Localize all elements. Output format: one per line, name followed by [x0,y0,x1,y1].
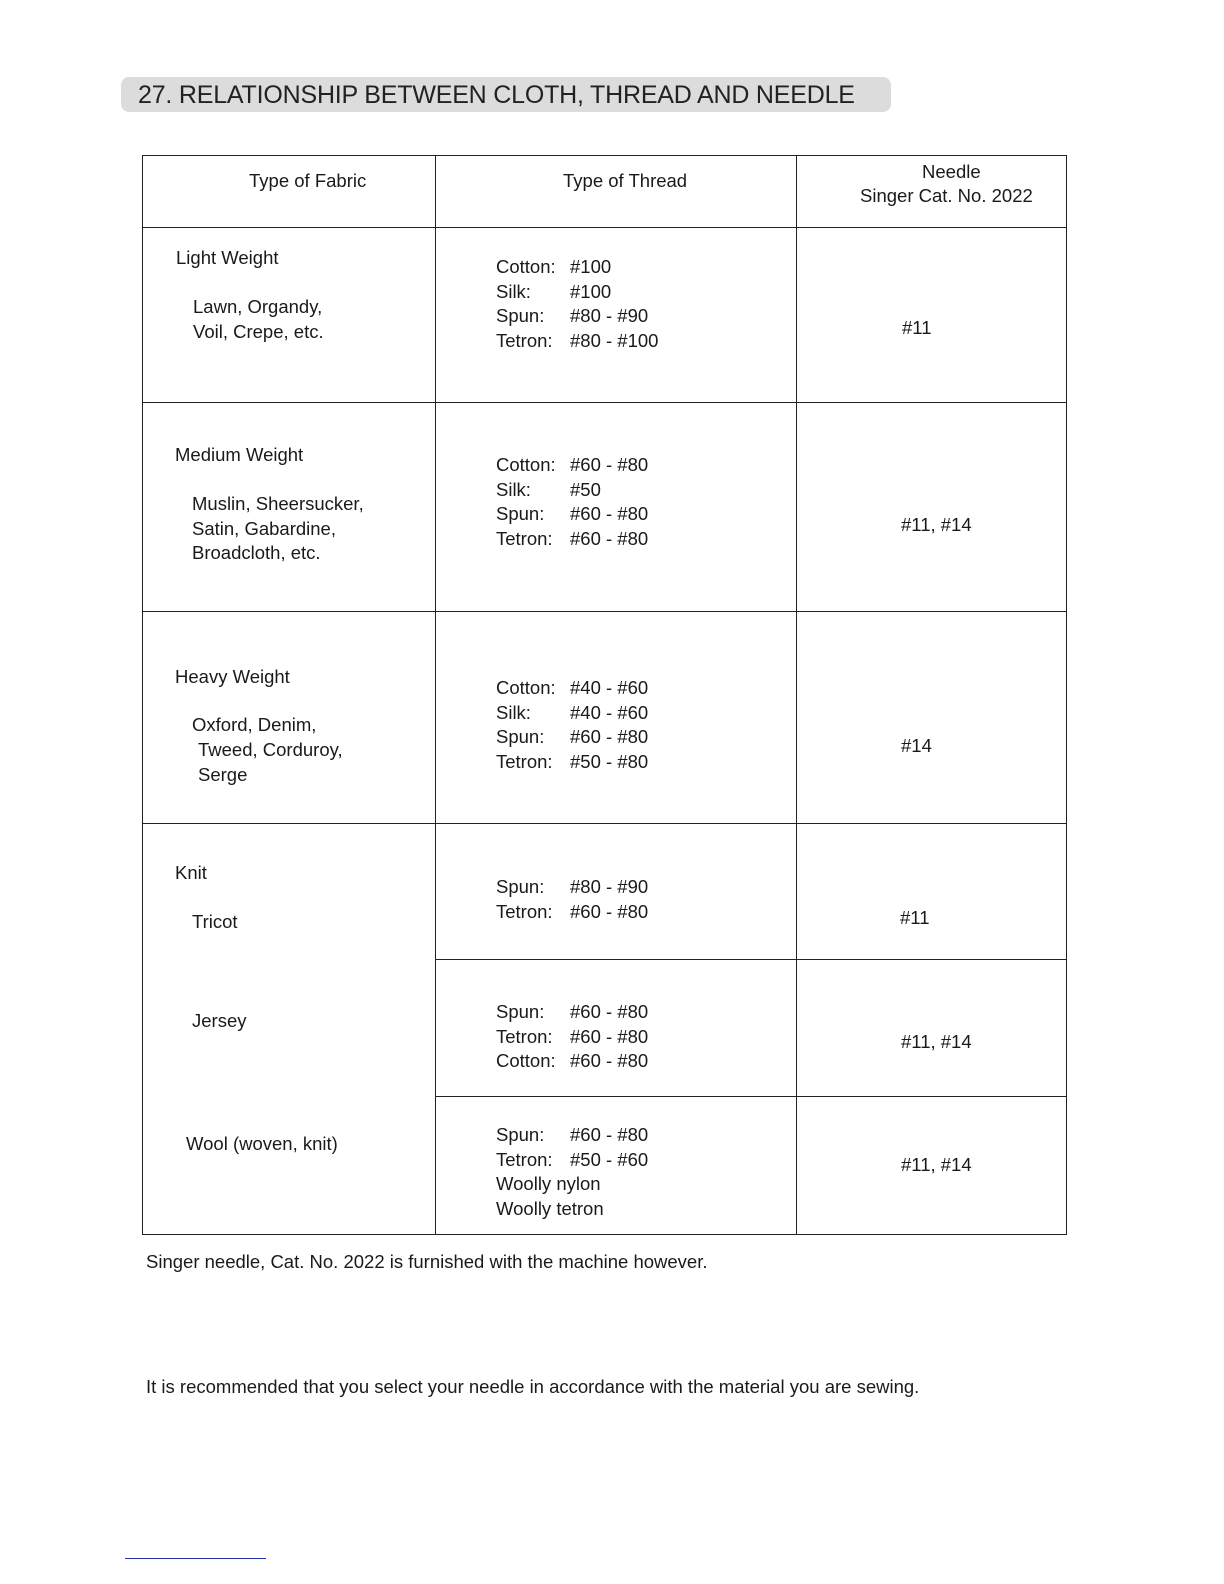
thread-entry: Tetron: #80 - #100 [496,329,659,351]
thread-entry: Spun: #60 - #80 [496,1124,649,1145]
thread-entry: Cotton: #60 - #80 [496,1050,649,1071]
needle-size: #11 [900,907,930,928]
thread-entry: Tetron: #50 - #80 [496,750,649,772]
fabric-example: Broadcloth, etc. [192,542,321,563]
thread-entry: Spun: #80 - #90 [496,305,649,326]
fabric-category: Knit [175,862,207,883]
fabric-example: Tweed, Corduroy, [198,739,343,760]
thread-entry: Silk: #50 [496,478,601,500]
row-divider [143,823,1066,824]
footnote-furnished-needle: Singer needle, Cat. No. 2022 is furnished with the machine however. [146,1251,708,1272]
thread-list [496,1123,648,1221]
fabric-example: Satin, Gabardine, [192,518,336,539]
column-divider [796,156,797,1234]
fabric-thread-needle-table [142,155,1067,1235]
knit-subtype: Wool (woven, knit) [186,1133,338,1154]
header-needle: Needle [922,161,981,182]
thread-list [496,255,658,353]
knit-subtype: Jersey [192,1010,247,1031]
fabric-category: Heavy Weight [175,666,290,687]
thread-entry: Woolly nylon [496,1173,601,1194]
needle-size: #14 [901,735,932,756]
row-divider [143,402,1066,403]
thread-list [496,875,648,924]
fabric-category: Light Weight [176,247,279,268]
fabric-example: Oxford, Denim, [192,714,317,735]
thread-entry: Spun: #60 - #80 [496,503,649,524]
thread-entry: Tetron: #60 - #80 [496,527,649,549]
thread-entry: Cotton: #60 - #80 [496,454,649,475]
needle-size: #11, #14 [901,1154,972,1175]
thread-entry: Spun: #80 - #90 [496,876,649,897]
knit-subtype: Tricot [192,911,238,932]
fabric-example: Voil, Crepe, etc. [193,321,324,342]
footer-rule [125,1558,266,1559]
thread-entry: Silk: #40 - #60 [496,701,649,723]
page-title: 27. RELATIONSHIP BETWEEN CLOTH, THREAD AND NEEDLE [138,81,855,109]
row-divider [435,959,1066,960]
thread-entry: Silk: #100 [496,280,612,302]
needle-size: #11, #14 [901,514,972,535]
thread-entry: Tetron: #60 - #80 [496,1025,649,1047]
thread-list [496,676,648,774]
fabric-example: Serge [198,764,248,785]
row-divider [143,611,1066,612]
thread-entry: Woolly tetron [496,1197,604,1219]
fabric-example: Lawn, Organdy, [193,296,323,317]
header-fabric: Type of Fabric [249,170,367,191]
fabric-category: Medium Weight [175,444,304,465]
thread-list [496,453,648,551]
column-divider [435,156,436,1234]
thread-list [496,1000,648,1074]
thread-entry: Spun: #60 - #80 [496,1001,649,1022]
header-thread: Type of Thread [563,170,688,191]
thread-entry: Cotton: #100 [496,256,612,277]
needle-size: #11, #14 [901,1031,972,1052]
thread-entry: Spun: #60 - #80 [496,726,649,747]
row-divider [143,227,1066,228]
header-needle-catalog: Singer Cat. No. 2022 [860,185,1033,206]
fabric-example: Muslin, Sheersucker, [192,493,364,514]
section-title-bar [121,77,891,112]
thread-entry: Cotton: #40 - #60 [496,677,649,698]
footnote-recommendation: It is recommended that you select your needle in accordance with the material you are sewing. [146,1376,920,1397]
needle-size: #11 [902,317,932,338]
row-divider [435,1096,1066,1097]
thread-entry: Tetron: #50 - #60 [496,1148,649,1170]
thread-entry: Tetron: #60 - #80 [496,900,649,922]
